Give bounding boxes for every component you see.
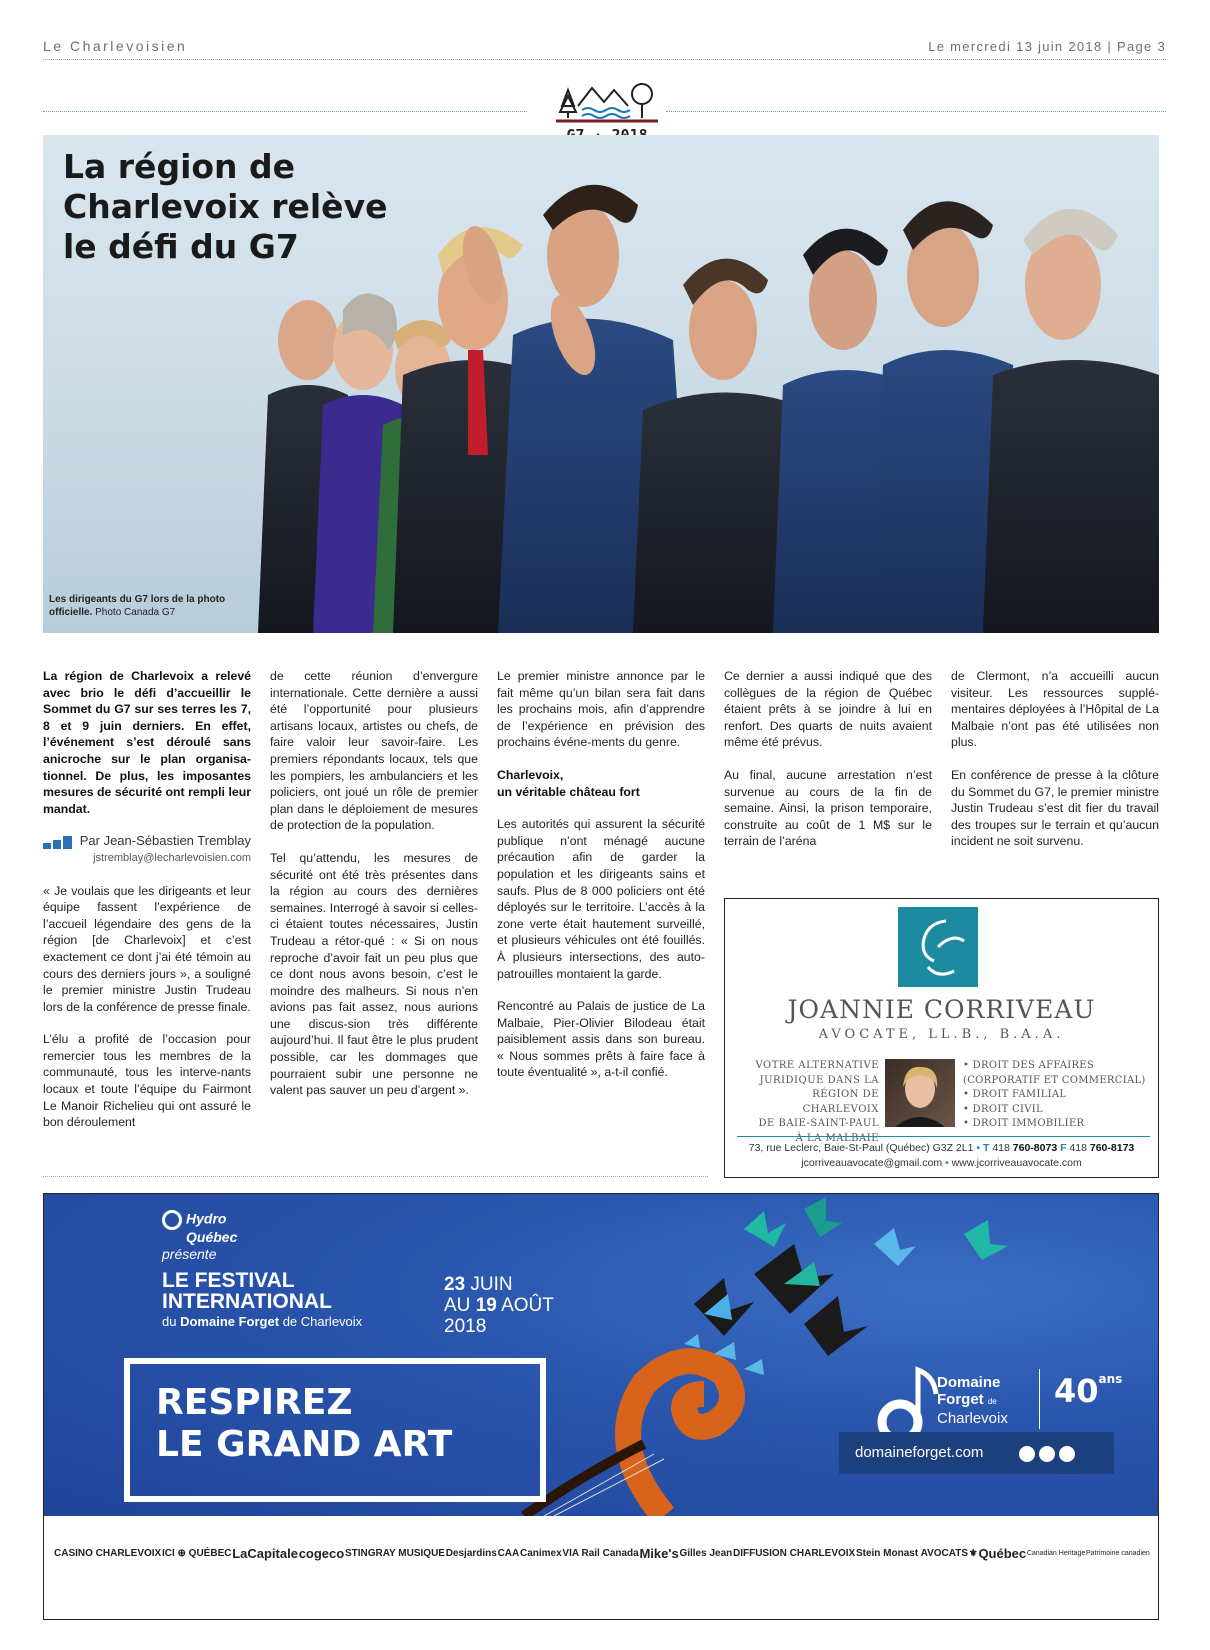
article-column-4 [724, 668, 932, 866]
sponsor-logo: Canadian Heritage [1026, 1550, 1086, 1557]
violin-scroll-illustration [524, 1361, 732, 1516]
festival-url-bar[interactable] [839, 1432, 1114, 1474]
fleur-de-lis-icon: ⚜ [968, 1548, 978, 1559]
sponsor-logo: VIA Rail Canada [562, 1548, 639, 1559]
lawyer-name: JOANNIE CORRIVEAU [787, 995, 1096, 1024]
author-name: Par Jean-Sébastien Tremblay [79, 833, 251, 849]
article-column-2 [270, 668, 478, 1115]
article-paragraph: « Je voulais que les dirigeants et leur équipe fassent l’expérience de l’accueil légendaire des gens de la région [de Charlevoix] et c’est exactement ce dont j’ai été témoin au cours des derniers jours », a souligné le premier ministre Justin Trudeau lors de la conférence de presse finale. [43, 883, 251, 1014]
lawyer-website[interactable]: www.jcorriveauavocate.com [951, 1157, 1082, 1169]
slogan-frame [124, 1358, 546, 1502]
article-subhead [497, 767, 705, 800]
article-paragraph: En conférence de presse à la clôture du Sommet du G7, le premier ministre Justin Trudeau s’est dit fier du travail des troupes sur le terrain et qu’aucun incident ne soit survenu. [951, 767, 1159, 849]
article-paragraph: de cette réunion d’envergure internationale. Cette dernière a aussi été l’opportunité pour plusieurs artisans locaux, artistes ou chefs, de faire valoir leur savoir-faire. Les premiers répondants locaux, tels que les pompiers, les ambulanciers et les policiers, ont joué un rôle de premier plan dans le déploiement de mesures de protection de la population. [270, 669, 478, 833]
subhead-line-1: Charlevoix, [497, 767, 564, 782]
festival-slogan: RESPIREZ LE GRAND ART [156, 1382, 453, 1465]
lawyer-ad[interactable] [724, 898, 1159, 1178]
article-paragraph: Rencontré au Palais de justice de La Malbaie, Pier-Olivier Bilodeau était paisiblement assis dans son bureau. « Nous sommes prêts à faire face à toute éventualité », a-t-il confié. [497, 999, 705, 1080]
sponsor-logo: Gilles Jean [679, 1548, 733, 1559]
date-page-info: Le mercredi 13 juin 2018 | Page 3 [928, 39, 1166, 54]
instagram-icon[interactable] [1039, 1446, 1055, 1462]
anniversary-badge: $40^{ans}$ [1054, 1372, 1123, 1410]
sponsor-logos-strip [44, 1516, 1159, 1620]
logo-divider-right [666, 111, 1166, 112]
lawyer-title: AVOCATE, LL.B., B.A.A. [818, 1027, 1065, 1042]
festival-banner [44, 1194, 1159, 1516]
article-column-1 [43, 668, 251, 1147]
sponsor-logo: Stein Monast AVOCATS [855, 1548, 968, 1559]
article-headline: La région de Charlevoix relève le défi du G7 [63, 147, 388, 266]
sponsor-logo: Mike's [639, 1546, 679, 1561]
lawyer-email[interactable]: jcorriveauavocate@gmail.com [801, 1157, 943, 1169]
byline [43, 833, 251, 866]
logo-divider-left [43, 111, 527, 112]
sponsor-logo: ICI ⊕ QUÉBEC [161, 1548, 232, 1559]
sponsor-logo: LaCapitale [232, 1546, 298, 1561]
article-column-3 [497, 668, 705, 1097]
byline-bars-icon [43, 835, 73, 849]
lawyer-services: • DROIT DES AFFAIRES (CORPORATIF ET COMMERCIAL) • DROIT FAMILIAL • DROIT CIVIL • DROIT IMMOBILIER [963, 1060, 1146, 1129]
subhead-line-2: un véritable château fort [497, 784, 640, 799]
sponsor-logo: Desjardins [445, 1548, 497, 1559]
lawyer-fax: 760-8173 [1089, 1142, 1135, 1154]
festival-url[interactable]: domaineforget.com [855, 1444, 984, 1461]
butterflies-illustration [684, 1197, 1008, 1375]
festival-ad[interactable] [43, 1193, 1159, 1620]
article-paragraph: Tel qu’attendu, les mesures de sécurité ont été très présentes dans la région au cours des dernières semaines. Interrogé à savoir si celles-ci étaient toutes nécessaires, Justin Trudeau a rétor-qué : « Si on nous reproche d’avoir fait un peu plus que ce dont nous avons besoin, c’est le moindre des malheurs. Si nous n’en avions pas fait assez, nous aurions une discus-sion très différente aujourd’hui. Il faut être le plus prudent possible, car les dommages que pourraient subir une personne ne valent pas sauver un peu d’argent ». [270, 850, 478, 1098]
sponsor-logo: Patrimoine canadien [1085, 1550, 1150, 1557]
sponsor-logo: CASINO CHARLEVOIX [54, 1548, 162, 1559]
festival-presente: présente [162, 1246, 217, 1262]
facebook-icon[interactable] [1019, 1446, 1035, 1462]
article-paragraph: L’élu a profité de l’occasion pour remercier tous les membres de la communauté, tous les interve-nants locaux et toute l’équipe du Fairmont Le Manoir Richelieu qui ont assuré le bon déroulement [43, 1032, 251, 1130]
lawyer-divider [737, 1136, 1150, 1137]
sponsor-logo: STINGRAY MUSIQUE [344, 1548, 445, 1559]
article-paragraph: Au final, aucune arrestation n’est survenue au cours de la fin de semaine. Ainsi, la prison temporaire, construite au coût de 1 M$ sur le terrain de l’aréna [724, 767, 932, 849]
article-paragraph: Le premier ministre annonce par le fait même qu’un bilan sera fait dans les prochains mois, afin d’apprendre de l’expérience en prévision des prochains événe-ments du genre. [497, 669, 705, 750]
hero-photo [43, 135, 1159, 633]
domaine-forget-logo-text: Domaine Forget de Charlevoix [937, 1374, 1008, 1427]
photo-caption-text: Les dirigeants du G7 lors de la photo officielle. [49, 594, 226, 618]
sponsor-logo: DIFFUSION CHARLEVOIX [732, 1548, 856, 1559]
publication-name: Le Charlevoisien [43, 38, 188, 54]
lawyer-tagline: VOTRE ALTERNATIVE JURIDIQUE DANS LA RÉGION DE CHARLEVOIX DE BAIE-SAINT-PAUL À LA MALBAIE [755, 1060, 879, 1144]
logo-separator [1039, 1369, 1040, 1429]
photo-caption [49, 593, 249, 619]
article-paragraph: Les autorités qui assurent la sécurité publique n’ont ménagé aucune précaution afin de garder la population et les dirigeants sains et saufs. Plus de 8 000 policiers ont été déployés sur le territoire. L’accès à la zone verte était hautement surveillé, et plusieurs véhicules ont été fouillés. À plusieurs intersections, des auto-patrouilles montaient la garde. [497, 817, 705, 981]
article-column-5 [951, 668, 1159, 866]
twitter-icon[interactable] [1059, 1446, 1075, 1462]
article-paragraph: Ce dernier a aussi indiqué que des collègues de la région de Québec étaient prêts à se joindre à lui en renfort. Des quarts de nuits avaient même été prévus. [724, 669, 932, 750]
hydro-quebec-logo: Hydro Québec [162, 1210, 237, 1244]
sponsor-logo: Canimex [519, 1548, 562, 1559]
column-divider [43, 1176, 708, 1177]
article-paragraph: de Clermont, n’a accueilli aucun visiteur. Les ressources supplé-mentaires déployées à l’Hôpital de La Malbaie n’ont pas été utilisées non plus. [951, 669, 1159, 750]
article-lead: La région de Charlevoix a relevé avec brio le défi d’accueillir le Sommet du G7 sur ses terres les 7, 8 et 9 juin derniers. En effet, l’événement s’est déroulé sans anicroche sur le plan organisa-tionnel. De plus, les imposantes mesures de sécurité ont rempli leur mandat. [43, 669, 251, 816]
festival-name: LE FESTIVAL INTERNATIONAL [162, 1269, 332, 1313]
lawyer-address: 73, rue Leclerc, Baie-St-Paul (Québec) G3Z 2L1 [748, 1142, 974, 1154]
lawyer-phone[interactable]: 760-8073 [1012, 1142, 1058, 1154]
photo-credit: Photo Canada G7 [95, 607, 176, 618]
festival-dates: 23 JUIN AU 19 AOÛT 2018 [444, 1274, 554, 1337]
sponsor-logo: cogeco [298, 1546, 345, 1561]
hydro-quebec-q-icon [162, 1210, 182, 1230]
lawyer-contact: 73, rue Leclerc, Baie-St-Paul (Québec) G3Z 2L1 • T 418 760-8073 F 418 760-8173 jcorriveauavocate@gmail.com • www.jcorriveauavocate.com [748, 1142, 1135, 1169]
sponsor-logo: CAA [497, 1548, 520, 1559]
sponsor-logo: Québec [978, 1546, 1027, 1561]
lawyer-portrait [885, 1059, 955, 1127]
festival-subtitle: du Domaine Forget de Charlevoix [162, 1314, 363, 1329]
jc-monogram-logo [898, 907, 978, 987]
author-email[interactable]: jstremblay@lecharlevoisien.com [93, 851, 251, 864]
